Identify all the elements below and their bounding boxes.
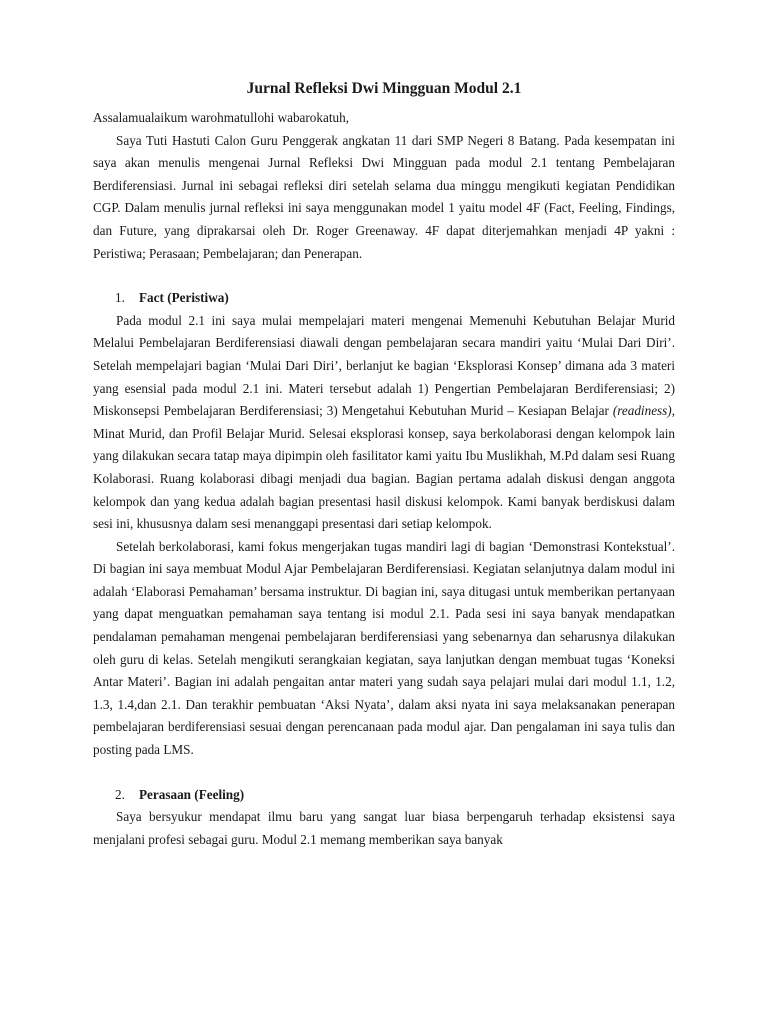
section-1-p1-text-b: , Minat Murid, dan Profil Belajar Murid. Selesai eksplorasi konsep, saya berkolaborasi dengan kelompok lain yang dilakukan secara tatap maya dipimpin oleh fasilitator kami yaitu Ibu Muslikhah, M.Pd dalam sesi Ruang Kolaborasi. Ruang kolaborasi dibagi menjadi dua bagian. Bagian pertama adalah diskusi dengan anggota kelompok dan yang kedua adalah bagian presentasi hasil diskusi kelompok. Kami banyak berdiskusi dalam sesi ini, khususnya dalam sesi menanggapi presentasi dari setiap kelompok. [93, 403, 675, 532]
section-1-p1-text-a: Pada modul 2.1 ini saya mulai mempelajari materi mengenai Memenuhi Kebutuhan Belajar Murid Melalui Pembelajaran Berdiferensiasi diawali dengan pembelajaran secara mandiri yaitu ‘Mulai Dari Diri’. Setelah mempelajari bagian ‘Mulai Dari Diri’, berlanjut ke bagian ‘Eksplorasi Konsep’ dimana ada 3 materi yang esensial pada modul 2.1 ini. Materi tersebut adalah 1) Pengertian Pembelajaran Berdiferensiasi; 2) Miskonsepsi Pembelajaran Berdiferensiasi; 3) Mengetahui Kebutuhan Murid – Kesiapan Belajar [93, 312, 675, 419]
section-1-heading [93, 287, 675, 310]
section-2-title: Perasaan (Feeling) [139, 786, 245, 802]
section-2-heading [93, 784, 675, 807]
document-title: Jurnal Refleksi Dwi Mingguan Modul 2.1 [246, 80, 522, 97]
section-1-paragraph-2: Setelah berkolaborasi, kami fokus mengerjakan tugas mandiri lagi di bagian ‘Demonstrasi Kontekstual’. Di bagian ini saya membuat Modul Ajar Pembelajaran Berdiferensiasi. Kegiatan selanjutnya dalam modul ini adalah ‘Elaborasi Pemahaman’ bersama instruktur. Di bagian ini, saya ditugasi untuk memberikan pertanyaan yang dapat menguatkan pemahaman saya tentang isi modul 2.1. Pada sesi ini saya banyak mendapatkan pendalaman pemahaman mengenai pembelajaran berdiferensiasi yang sebenarnya dan seharusnya dilakukan oleh guru di kelas. Setelah mengikuti serangkaian kegiatan, saya lanjutkan dengan membuat tugas ‘Koneksi Antar Materi’. Bagian ini adalah pengaitan antar materi yang sudah saya pelajari mulai dari modul 1.1, 1.2, 1.3, 1.4,dan 2.1. Dan terakhir pembuatan ‘Aksi Nyata’, dalam aksi nyata ini saya melaksanakan penerapan pembelajaran berdiferensiasi sesuai dengan perencanaan pada modul ajar. Dan pengalaman ini saya tulis dan posting pada LMS. [93, 538, 675, 758]
section-1-p1-italic: (readiness) [612, 403, 672, 419]
section-1-number: 1. [115, 290, 125, 306]
document-page [93, 78, 675, 851]
section-1-paragraph-1 [93, 310, 675, 536]
section-2-paragraph-1: Saya bersyukur mendapat ilmu baru yang sangat luar biasa berpengaruh terhadap eksistensi saya menjalani profesi sebagai guru. Modul 2.1 memang memberikan saya banyak [93, 809, 675, 847]
salutation: Assalamualaikum warohmatullohi wabarokatuh, [93, 110, 349, 125]
intro-paragraph: Saya Tuti Hastuti Calon Guru Penggerak angkatan 11 dari SMP Negeri 8 Batang. Pada kesempatan ini saya akan menulis mengenai Jurnal Refleksi Dwi Mingguan pada modul 2.1 tentang Pembelajaran Berdiferensiasi. Jurnal ini sebagai refleksi diri setelah selama dua minggu mengikuti kegiatan Pendidikan CGP. Dalam menulis jurnal refleksi ini saya menggunakan model 1 yaitu model 4F (Fact, Feeling, Findings, dan Future, yang diprakarsai oleh Dr. Roger Greenaway. 4F dapat diterjemahkan menjadi 4P yakni : Peristiwa; Perasaan; Pembelajaran; dan Penerapan. [93, 132, 675, 261]
section-1-title: Fact (Peristiwa) [139, 290, 229, 306]
section-2-number: 2. [115, 786, 125, 802]
